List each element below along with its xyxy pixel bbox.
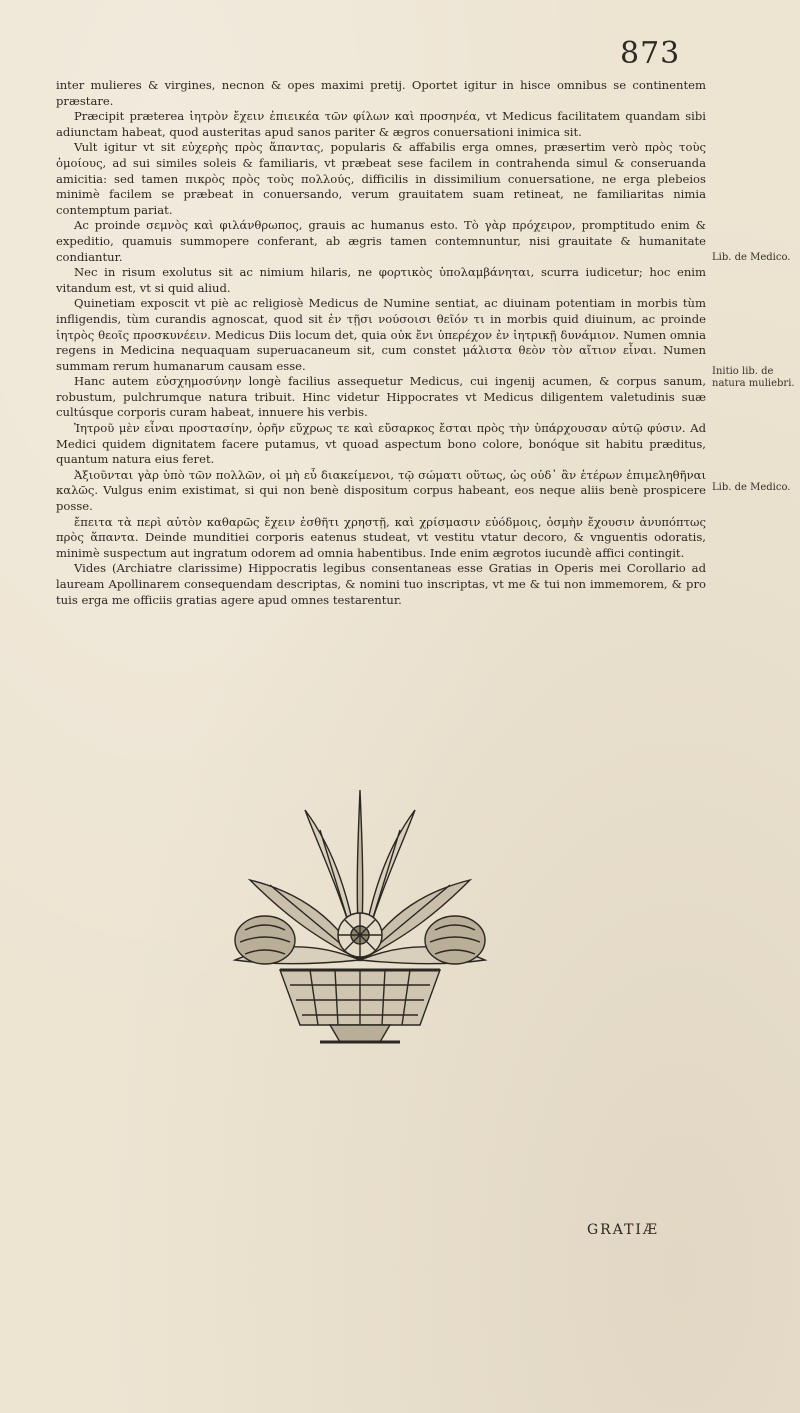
catchword: GRATIÆ <box>587 1222 659 1238</box>
paragraph: Ἰητροῦ μὲν εἶναι προστασίην, ὁρῆν εὔχρως τε καὶ εὔσαρκος ἔσται πρὸς τὴν ὑπάρχουσαν αὐτῷ φύσιν. Ad Medici quidem dignitatem facere putamus, vt quoad aspectum bono colore, bonóque sit habitu præditus, quantum natura eius feret. <box>56 421 706 467</box>
paragraph: Ac proinde σεμνὸς καὶ φιλάνθρωπος, grauis ac humanus esto. Τὸ γὰρ πρόχειρον, promptitudo enim & expeditio, quamuis summopere conferant, ab ægris tamen contemnuntur, nisi grauitate & humanitate condiantur. <box>56 218 706 264</box>
marginal-note: Lib. de Medico. <box>712 482 791 493</box>
paragraph: inter mulieres & virgines, necnon & opes maximi pretij. Oportet igitur in hisce omnibus se continentem præstare. <box>56 78 706 108</box>
paragraph: Hanc autem εὐσχημοσύνην longè facilius assequetur Medicus, cui ingenij acumen, & corpus sanum, robustum, pulchrumque natura tribuit. Hinc videtur Hippocrates vt Medicus diligentem valetudinis suæ cultúsque corporis curam habeat, innuere his verbis. <box>56 374 706 420</box>
marginal-note: Lib. de Medico. <box>712 252 791 263</box>
paragraph: Vides (Archiatre clarissime) Hippocratis legibus consentaneas esse Gratias in Operis mei Corollario ad lauream Apollinarem consequendam descriptas, & nomini tuo inscriptas, vt me & tui non immemorem, & pro tuis erga me officiis gratias agere apud omnes testarentur. <box>56 561 706 607</box>
page-number: 873 <box>620 36 681 71</box>
paragraph: ἔπειτα τὰ περὶ αὐτὸν καθαρῶς ἔχειν ἐσθῆτι χρηστῇ, καὶ χρίσμασιν εὐόδμοις, ὀσμὴν ἔχουσιν ἀνυπόπτως πρὸς ἅπαντα. Deinde munditiei corporis eatenus studeat, vt vestitu vtatur decoro, & vnguentis odoratis, minimè suspectum aut ingratum odorem ad omnia habentibus. Inde enim ægrotos iucundè affici contingit. <box>56 514 706 560</box>
paragraph: Præcipit præterea ἰητρὸν ἔχειν ἐπιεικέα τῶν φίλων καὶ προσηνέα, vt Medicus facilitatem quandam sibi adiunctam habeat, quod austeritas apud sanos pariter & ægros conuersationi inimica sit. <box>56 109 706 139</box>
body-text <box>56 78 706 608</box>
flower-basket-ornament <box>210 770 510 1070</box>
paragraph: Vult igitur vt sit εὐχερὴς πρὸς ἅπαντας, popularis & affabilis erga omnes, præsertim verò πρὸς τοὺς ὁμοίους, ad sui similes soleis & familiaris, vt præbeat sese facilem in contrahenda simul & conseruanda amicitia: sed tamen πικρὸς πρὸς τοὺς πολλούς, difficilis in dissimilium conuersatione, ne erga plebeios minimè facilem se præbeat in conuersando, verum grauitatem suam retineat, ne familiaritas nimia contemptum pariat. <box>56 140 706 217</box>
paragraph: Quinetiam exposcit vt piè ac religiosè Medicus de Numine sentiat, ac diuinam potentiam in morbis tùm infligendis, tùm curandis agnoscat, quod sit ἐν τῇσι νούσοισι θεῖόν τι in morbis quid diuinum, ac proinde ἰητρὸς θεοῖς προσκυνέειν. Medicus Diis locum det, quia οὐκ ἔνι ὑπερέχον ἐν ἰητρικῇ δυνάμιον. Numen omnia regens in Medicina nequaquam superuacaneum sit, cum constet μάλιστα θεὸν τὸν αἴτιον εἶναι. Numen summam rerum humanarum causam esse. <box>56 296 706 373</box>
marginal-note: Initio lib. de natura muliebri. <box>712 366 795 389</box>
paragraph: Ἀξιοῦνται γὰρ ὑπὸ τῶν πολλῶν, οἱ μὴ εὖ διακείμενοι, τῷ σώματι οὕτως, ὡς οὐδ᾽ ἂν ἑτέρων ἐπιμεληθῆναι καλῶς. Vulgus enim existimat, si qui non benè dispositum corpus habeant, eos neque aliis benè prospicere posse. <box>56 467 706 514</box>
paragraph: Nec in risum exolutus sit ac nimium hilaris, ne φορτικὸς ὑπολαμβάνηται, scurra iudicetur; hoc enim vitandum est, vt si quid aliud. <box>56 265 706 295</box>
